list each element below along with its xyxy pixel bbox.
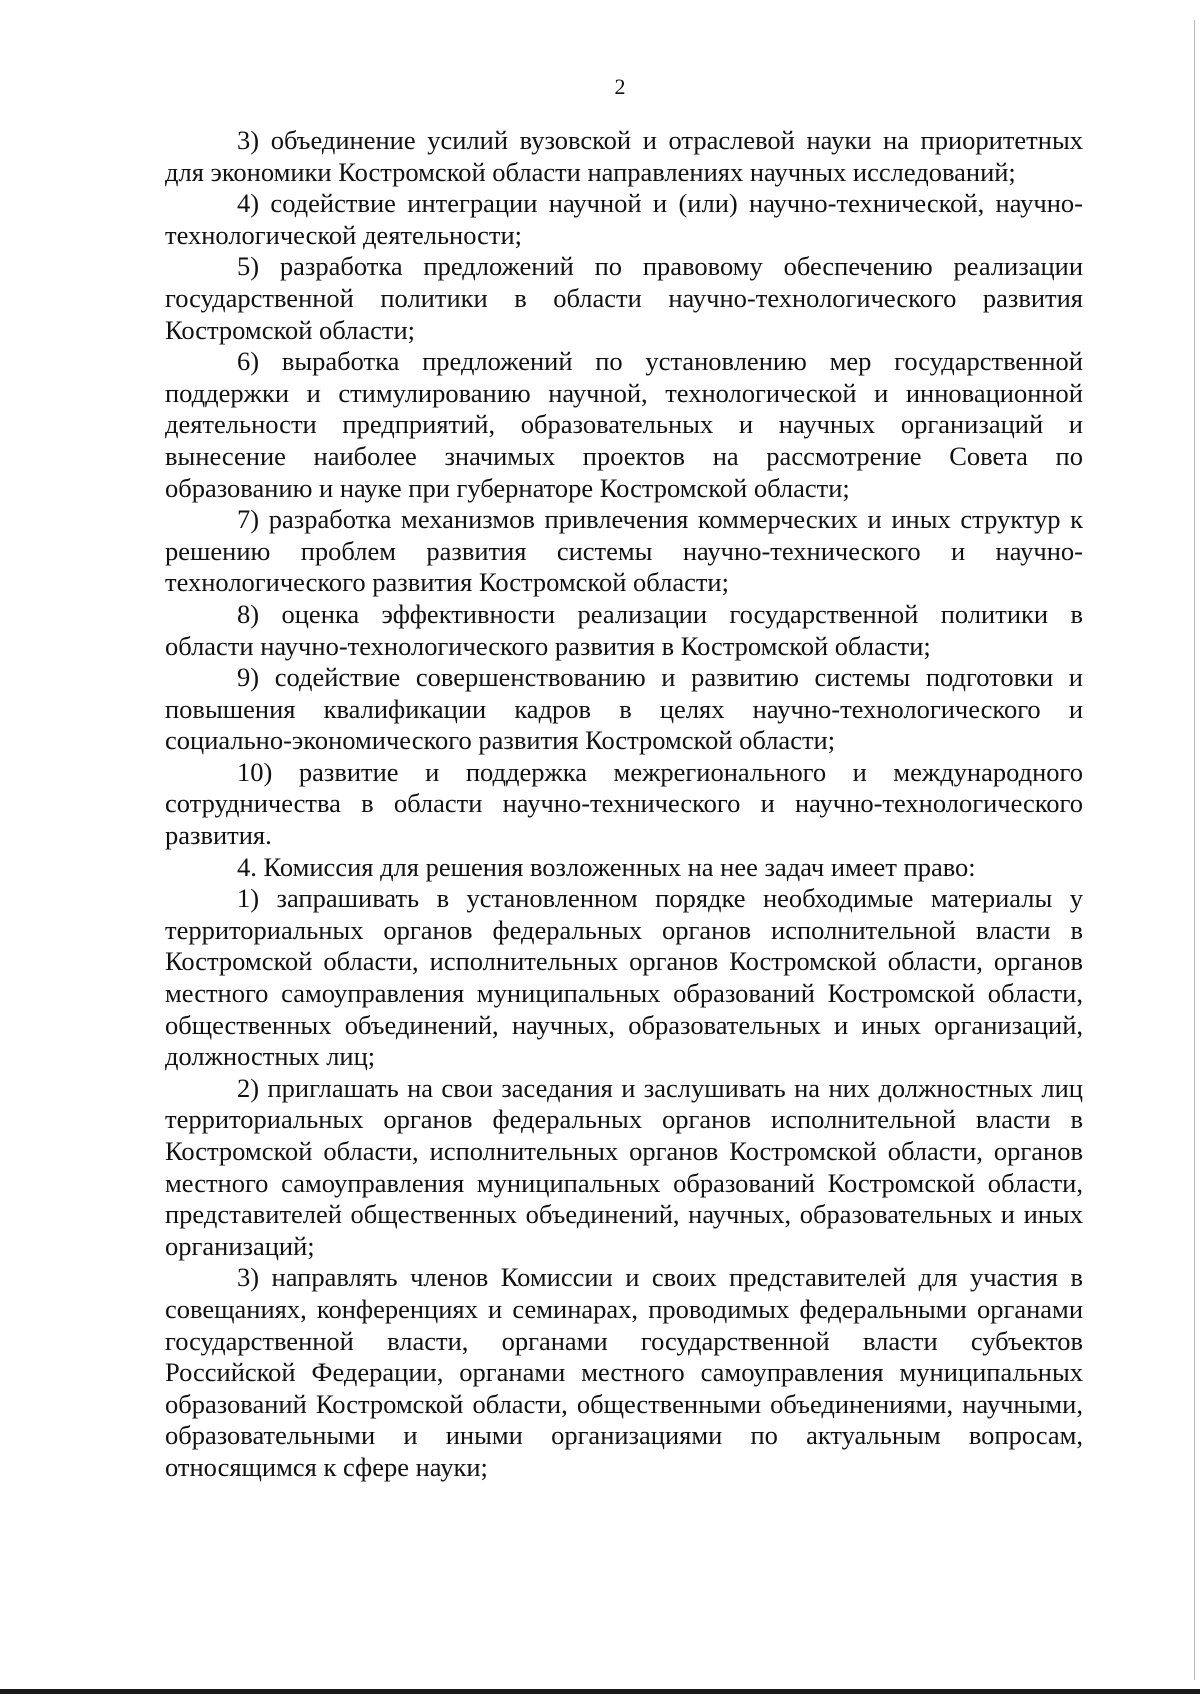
paragraph-item-9: 9) содействие совершенствованию и развитию системы подготовки и повышения квалификации кадров в целях научно-технологического и социально-экономического развития Костромской области; (165, 662, 1083, 756)
scan-bottom-border (0, 1689, 1200, 1694)
rights-item-1: 1) запрашивать в установленном порядке необходимые материалы у территориальных органов федеральных органов исполнительной власти в Костромской области, исполнительных органов Костромской области, органов местного самоуправления муниципальных образований Костромской области, общественных объединений, научных, образовательных и иных организаций, должностных лиц; (165, 883, 1083, 1072)
paragraph-item-8: 8) оценка эффективности реализации государственной политики в области научно-технологического развития в Костромской области; (165, 598, 1083, 661)
rights-item-3: 3) направлять членов Комиссии и своих представителей для участия в совещаниях, конференциях и семинарах, проводимых федеральными органами государственной власти, органами государственной власти субъектов Российской Федерации, органами местного самоуправления муниципальных образований Костромской области, общественными объединениями, научными, образовательными и иными организациями по актуальным вопросам, относящимся к сфере науки; (165, 1262, 1083, 1482)
paragraph-item-7: 7) разработка механизмов привлечения коммерческих и иных структур к решению проблем развития системы научно-технического и научно-технологического развития Костромской области; (165, 504, 1083, 598)
document-body (165, 125, 1083, 1484)
paragraph-item-10: 10) развитие и поддержка межрегионального и международного сотрудничества в области научно-технического и научно-технологического развития. (165, 756, 1083, 851)
section-4-heading: 4. Комиссия для решения возложенных на нее задач имеет право: (237, 851, 976, 882)
paragraph-item-6: 6) выработка предложений по установлению мер государственной поддержки и стимулированию научной, технологической и инновационной деятельности предприятий, образовательных и научных организаций и вынесение наиболее значимых проектов на рассмотрение Совета по образованию и науке при губернаторе Костромской области; (165, 346, 1083, 503)
paragraph-item-3: 3) объединение усилий вузовской и отраслевой науки на приоритетных для экономики Костромской области направлениях научных исследований; (165, 125, 1083, 187)
paragraph-item-5: 5) разработка предложений по правовому обеспечению реализации государственной политики в области научно-технологического развития Костромской области; (165, 251, 1083, 345)
page-number: 2 (614, 74, 626, 99)
rights-item-2: 2) приглашать на свои заседания и заслушивать на них должностных лиц территориальных органов федеральных органов исполнительной власти в Костромской области, исполнительных органов Костромской области, органов местного самоуправления муниципальных образований Костромской области, представителей общественных объединений, научных, образовательных и иных организаций; (165, 1072, 1083, 1261)
paragraph-item-4: 4) содействие интеграции научной и (или) научно-технической, научно-технологической деятельности; (165, 188, 1083, 250)
scan-edge-line (1194, 20, 1195, 1680)
